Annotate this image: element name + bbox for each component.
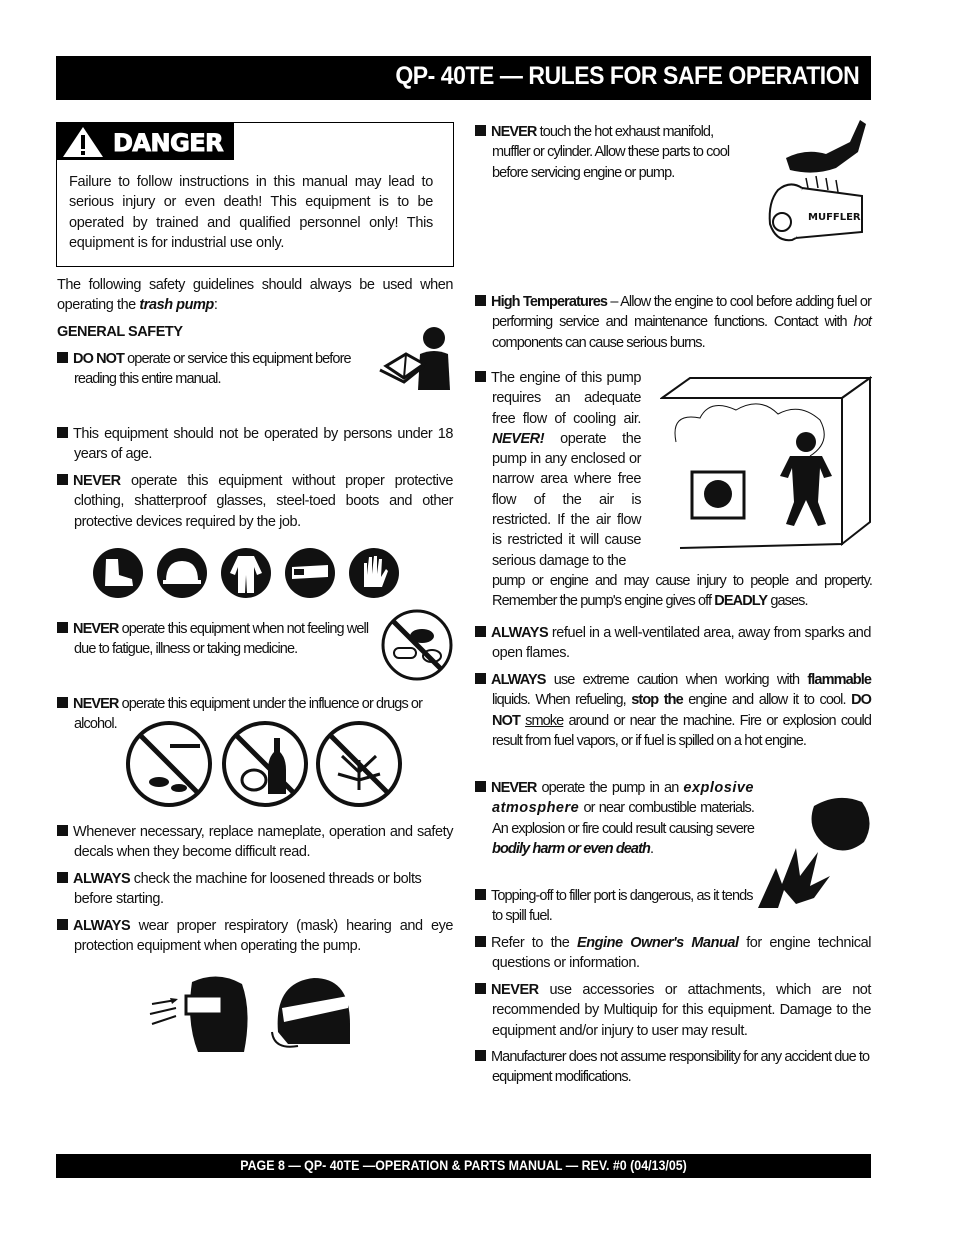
footer-bar [56, 1154, 871, 1178]
safety-boot-icon [92, 547, 144, 599]
bullet-do-not-read: DO NOT operate or service this equipment before reading this entire manual. [57, 349, 367, 390]
footer-text: PAGE 8 — QP- 40TE —OPERATION & PARTS MANUAL — REV. #0 (04/13/05) [240, 1158, 687, 1173]
page-title: QP- 40TE — RULES FOR SAFE OPERATION [395, 62, 859, 90]
muffler-label: MUFFLER [808, 212, 861, 223]
bullet-high-temp: High Temperatures – Allow the engine to cool before adding fuel or performing service and maintenance functions. Contact with hot components can cause serious burns. [475, 292, 871, 353]
hot-muffler-icon [766, 118, 872, 260]
danger-label [57, 123, 234, 160]
enclosed-area-icon [660, 372, 872, 552]
respirator-mask-icon [268, 972, 354, 1054]
bullet-respiratory: ALWAYS wear proper respiratory (mask) hearing and eye protection equipment when operating the pump. [57, 916, 453, 957]
bullet-refuel: ALWAYS refuel in a well-ventilated area, away from sparks and open flames. [475, 623, 871, 664]
bullet-check: ALWAYS check the machine for loosened threads or bolts before starting. [57, 869, 453, 910]
bullet-explosive: NEVER operate the pump in an explosive atmosphere or near combustible materials. An explosion or fire could result causing severe bodily harm or even death. [475, 778, 754, 859]
danger-text: Failure to follow instructions in this manual may lead to serious injury or even death! This equipment is to be operated by trained and qualified personnel only! This equipment is for industrial use only. [69, 174, 433, 251]
header-bar [56, 56, 871, 100]
bullet-influence: NEVER operate this equipment under the influence or drugs or alcohol. [57, 694, 457, 735]
safety-glasses-icon [284, 547, 336, 599]
airflow-continued: pump or engine and may cause injury to people and property. Remember the pump's engine gives off DEADLY gases. [492, 573, 872, 610]
bullet-under-18: This equipment should not be operated by persons under 18 years of age. [57, 424, 453, 465]
reading-manual-icon [378, 324, 454, 392]
no-medicine-icon [380, 608, 454, 682]
bullet-not-well: NEVER operate this equipment when not feeling well due to fatigue, illness or taking medicine. [57, 619, 375, 660]
bullet-protective: NEVER operate this equipment without proper protective clothing, shatterproof glasses, steel-toed boots and other protective devices required by the job. [57, 471, 453, 532]
hard-hat-icon [156, 547, 208, 599]
bullet-accessories: NEVER use accessories or attachments, which are not recommended by Multiquip for this equipment. Damage to the equipment and/or injury to user may result. [475, 980, 871, 1041]
no-drugs-icon [124, 720, 214, 808]
warning-triangle-icon [61, 126, 105, 158]
bullet-airflow: The engine of this pump requires an adequate free flow of cooling air. NEVER! operate the pump in any enclosed or narrow area where free flow of the air is restricted. If the air flow is restricted it will cause serious damage to the [475, 368, 641, 571]
explosion-icon [756, 792, 872, 910]
bullet-manufacturer: Manufacturer does not assume responsibility for any accident due to equipment modifications. [475, 1047, 875, 1088]
bullet-topping: Topping-off to filler port is dangerous, as it tends to spill fuel. [475, 886, 755, 927]
bullet-flammable: ALWAYS use extreme caution when working with flammable liquids. When refueling, stop the engine and allow it to cool. DO NOT smoke around or near the machine. Fire or explosion could result from fuel vapors, or if fuel is spilled on a hot engine. [475, 670, 871, 751]
no-alcohol-icon [220, 720, 310, 808]
bullet-nameplate: Whenever necessary, replace nameplate, operation and safety decals when they become difficult read. [57, 822, 453, 863]
eye-protection-icon [146, 972, 250, 1054]
coverall-icon [220, 547, 272, 599]
bullet-hot-parts: NEVER touch the hot exhaust manifold, muffler or cylinder. Allow these parts to cool before servicing engine or pump. [475, 122, 750, 183]
bullet-owners-manual: Refer to the Engine Owner's Manual for engine technical questions or information. [475, 933, 871, 974]
no-marijuana-icon [314, 720, 404, 808]
general-safety-heading: GENERAL SAFETY [57, 324, 183, 340]
danger-word: DANGER [113, 129, 224, 157]
glove-icon [348, 547, 400, 599]
intro-text: The following safety guidelines should always be used when operating the trash pump: [57, 277, 453, 314]
danger-box [56, 122, 454, 267]
